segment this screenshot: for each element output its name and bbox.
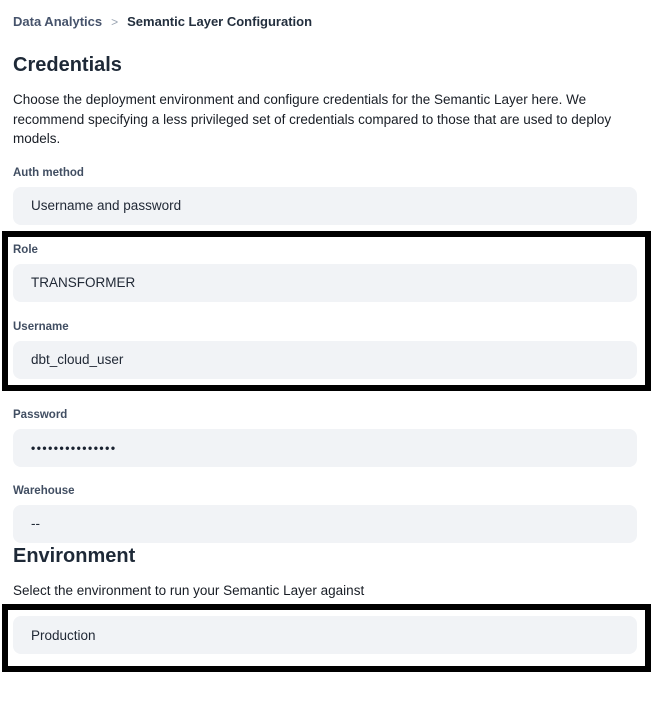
role-label: Role [13,243,38,256]
breadcrumb-separator-icon: > [111,15,119,29]
role-field[interactable]: TRANSFORMER [13,264,637,302]
warehouse-field[interactable]: -- [13,505,637,543]
breadcrumb-item-data-analytics[interactable]: Data Analytics [13,14,103,29]
auth-method-label: Auth method [13,166,84,179]
credentials-description: Choose the deployment environment and configure credentials for the Semantic Layer here. We recommend specifying a less privileged set of credentials compared to those that are used to deploy models. [13,92,612,146]
username-label: Username [13,320,69,333]
auth-method-field[interactable]: Username and password [13,187,637,225]
password-field[interactable]: ••••••••••••••• [13,429,637,467]
annotation-highlight-environment [2,604,651,672]
username-field[interactable]: dbt_cloud_user [13,341,637,379]
environment-field[interactable]: Production [13,616,637,654]
breadcrumb-item-semantic-layer-configuration: Semantic Layer Configuration [127,14,313,29]
credentials-section-title: Credentials [13,54,122,76]
password-label: Password [13,408,68,421]
environment-description: Select the environment to run your Semantic Layer against [13,582,365,598]
environment-section-title: Environment [13,544,136,567]
breadcrumb [0,0,661,30]
annotation-highlight-role-username [2,231,651,391]
warehouse-label: Warehouse [13,484,75,497]
